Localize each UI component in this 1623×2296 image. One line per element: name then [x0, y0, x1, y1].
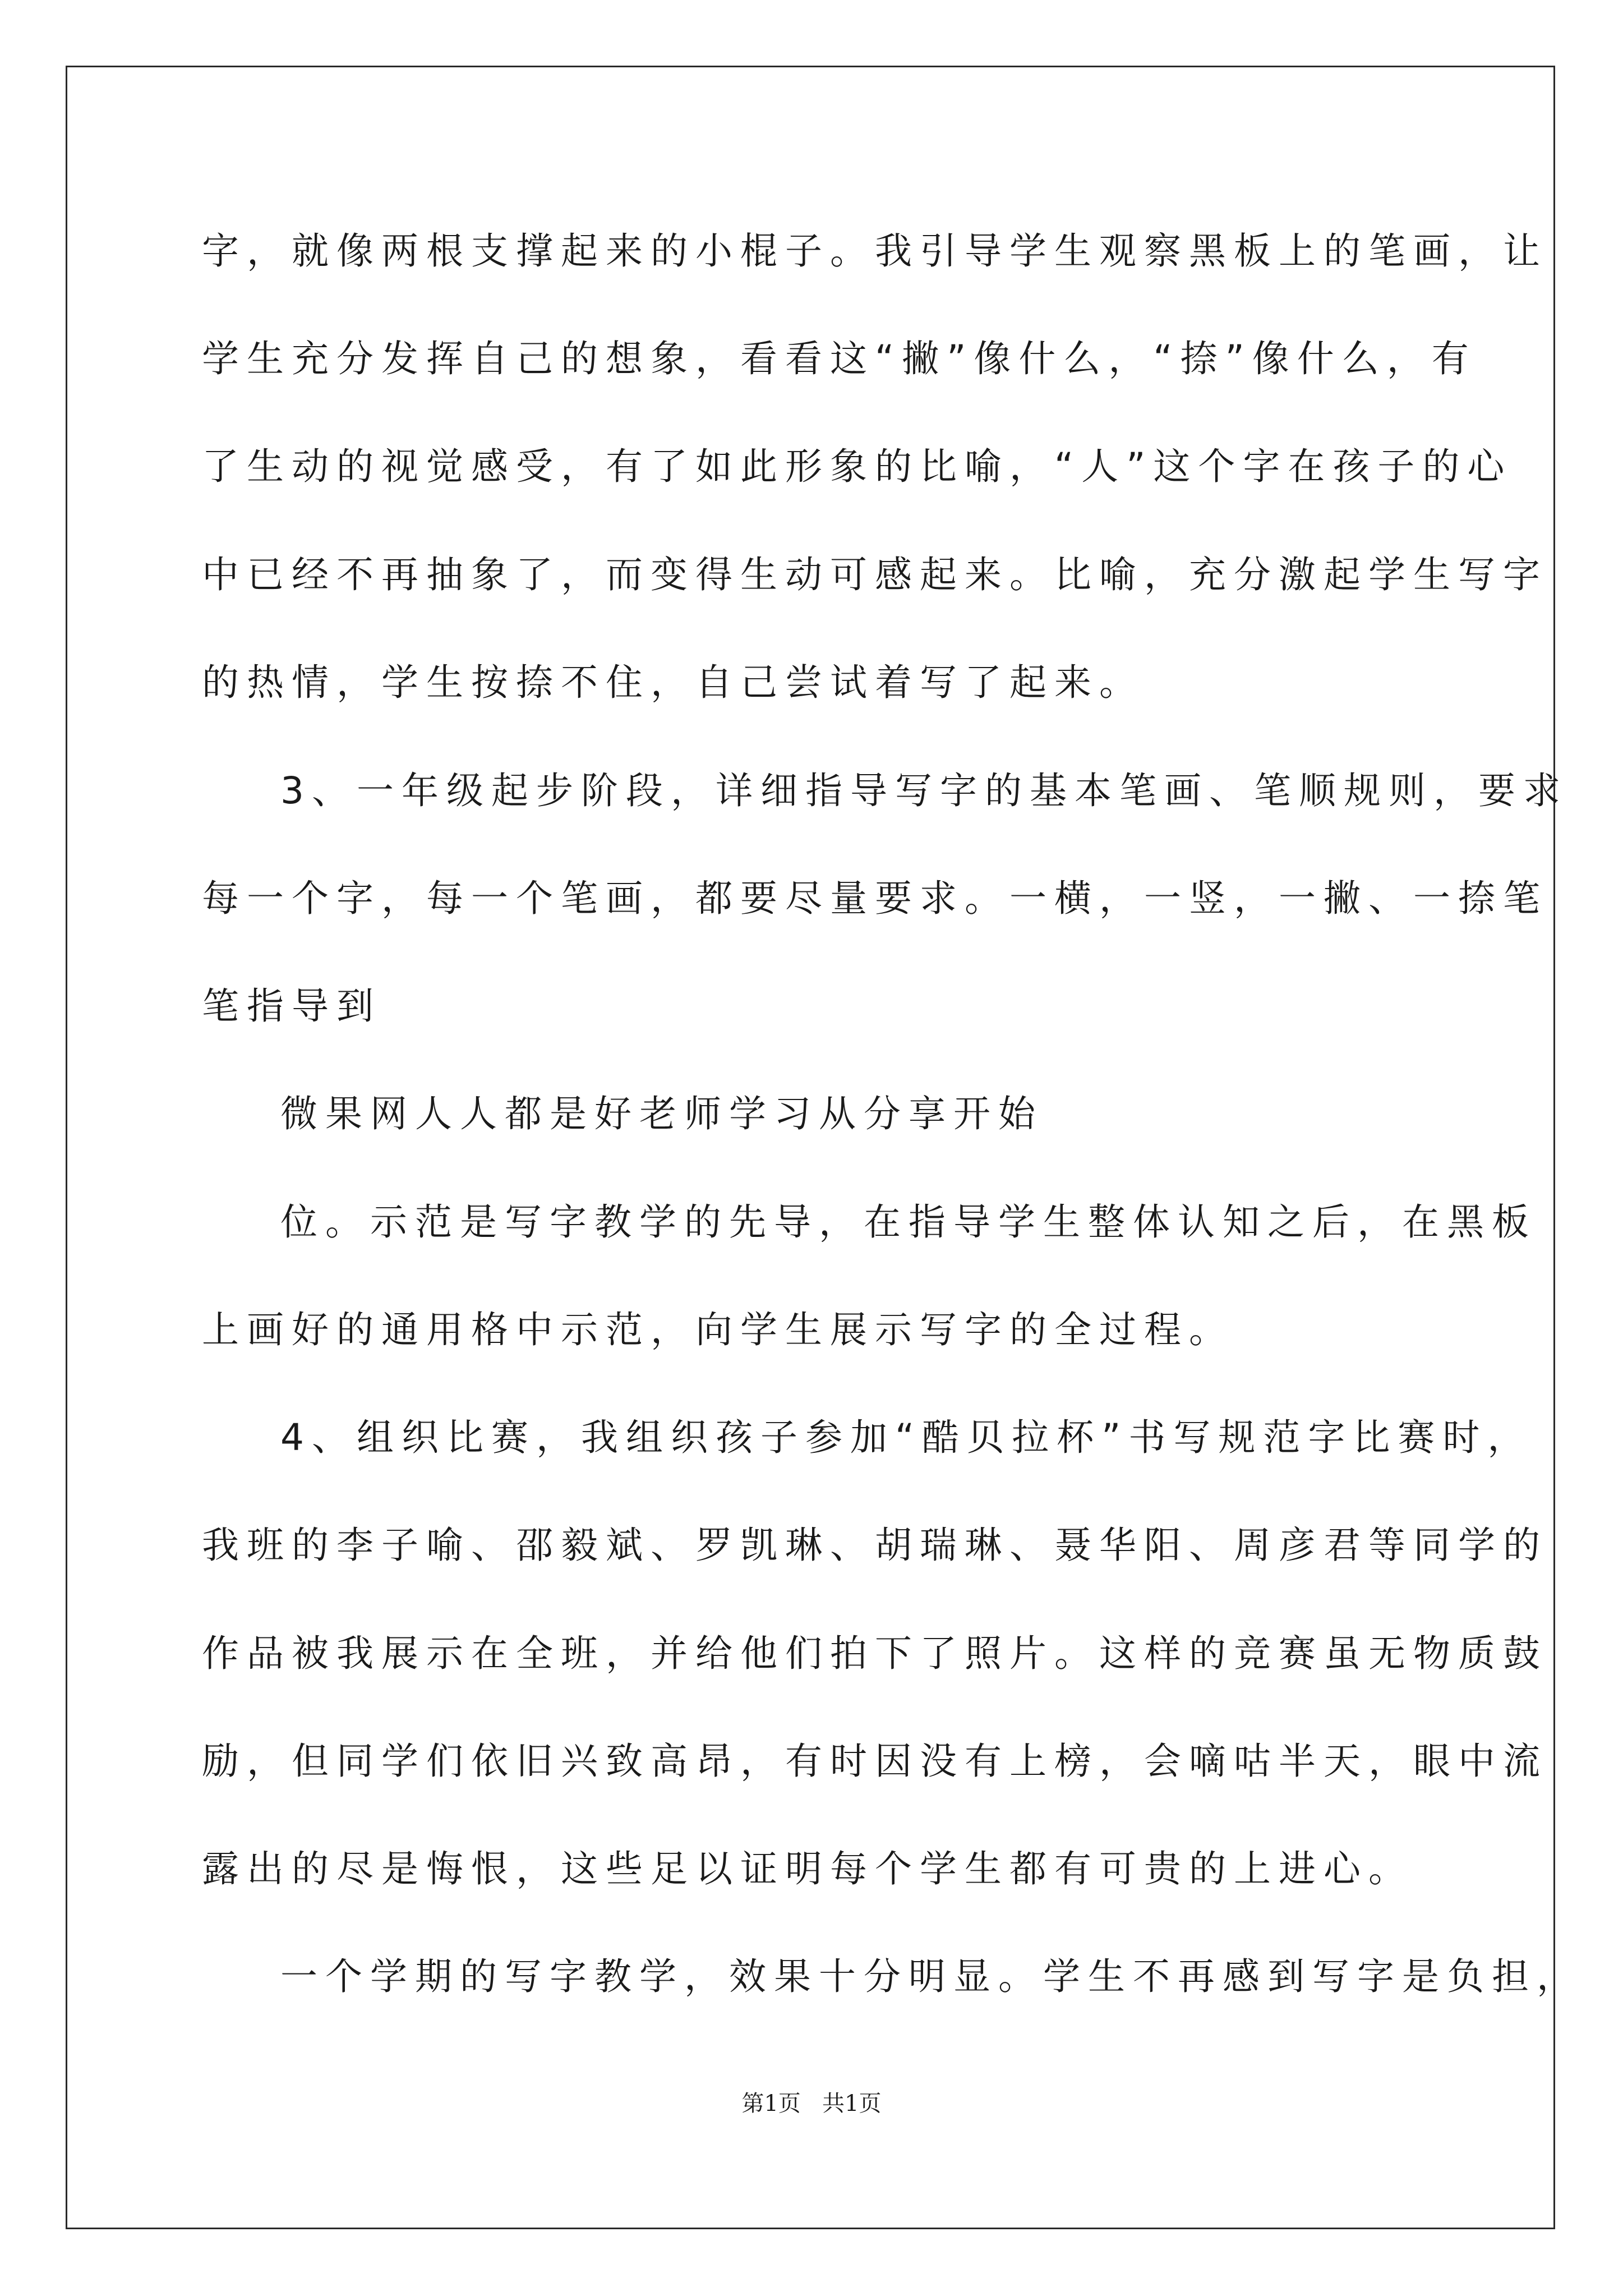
text-line: 一个学期的写字教学，效果十分明显。学生不再感到写字是负担，	[280, 1955, 1581, 1998]
text-line: 每一个字，每一个笔画，都要尽量要求。一横，一竖，一撇、一捺笔	[202, 877, 1548, 920]
page-number-footer: 第1页 共1页	[741, 2091, 882, 2116]
text-line: 上画好的通用格中示范，向学生展示写字的全过程。	[202, 1308, 1234, 1351]
text-line: 学生充分发挥自己的想象，看看这“撇”像什么，“捺”像什么，有	[202, 337, 1477, 380]
text-line: 露出的尽是悔恨，这些足以证明每个学生都有可贵的上进心。	[202, 1847, 1413, 1890]
text-line: 我班的李子喻、邵毅斌、罗凯琳、胡瑞琳、聂华阳、周彦君等同学的	[202, 1524, 1548, 1567]
text-line: 4、组织比赛，我组织孩子参加“酷贝拉杯”书写规范字比赛时，	[280, 1416, 1533, 1459]
text-line: 微果网人人都是好老师学习从分享开始	[280, 1092, 1043, 1135]
text-line: 字，就像两根支撑起来的小棍子。我引导学生观察黑板上的笔画，让	[202, 229, 1548, 273]
text-line: 励，但同学们依旧兴致高昂，有时因没有上榜，会嘀咕半天，眼中流	[202, 1740, 1548, 1783]
text-line: 笔指导到	[202, 984, 381, 1028]
text-line: 了生动的视觉感受，有了如此形象的比喻，“人”这个字在孩子的心	[202, 445, 1513, 488]
page-border	[66, 66, 1555, 2229]
text-line: 位。示范是写字教学的先导，在指导学生整体认知之后，在黑板	[280, 1200, 1537, 1244]
text-line: 的热情，学生按捺不住，自己尝试着写了起来。	[202, 661, 1144, 704]
text-line: 3、一年级起步阶段，详细指导写字的基本笔画、笔顺规则，要求	[280, 769, 1568, 812]
text-line: 中已经不再抽象了，而变得生动可感起来。比喻，充分激起学生写字	[202, 553, 1548, 596]
text-line: 作品被我展示在全班，并给他们拍下了照片。这样的竞赛虽无物质鼓	[202, 1632, 1548, 1675]
